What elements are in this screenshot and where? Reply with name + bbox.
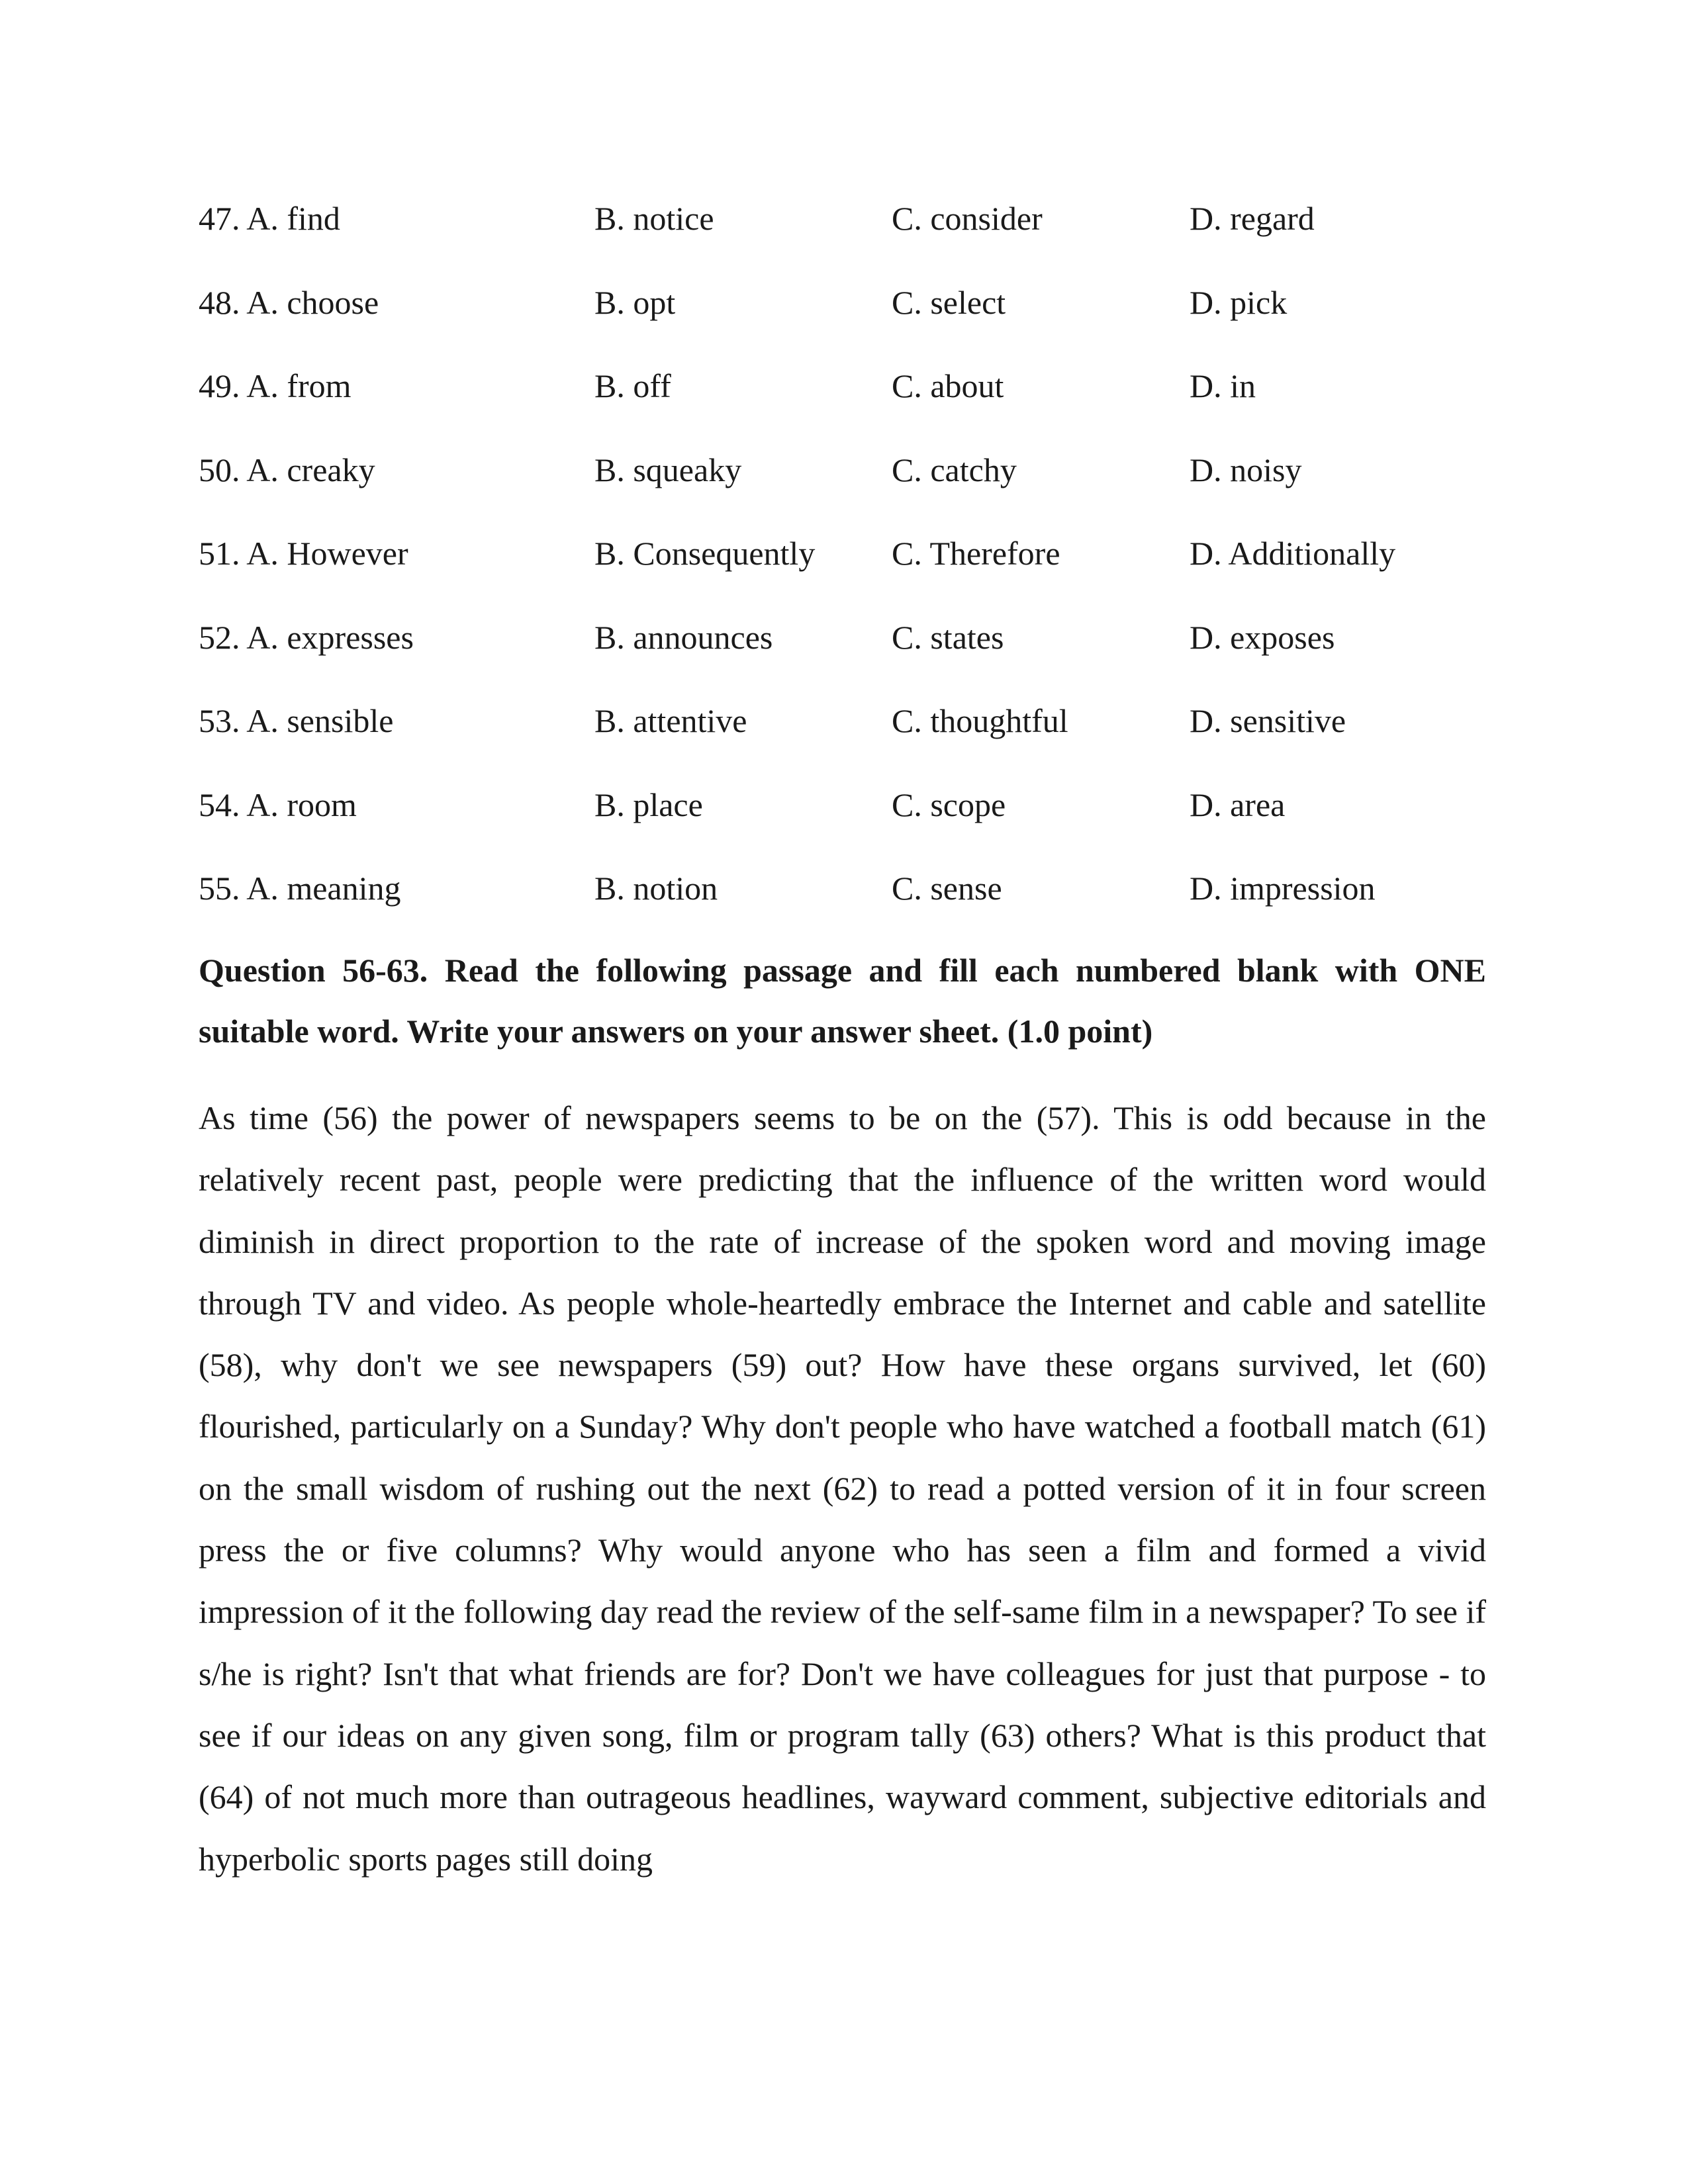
question-51-row xyxy=(199,527,1496,611)
question-54-option-a: 54. A. room xyxy=(199,786,357,823)
question-53-option-d: D. sensitive xyxy=(1190,702,1346,739)
question-51-option-b: B. Consequently xyxy=(594,535,816,572)
question-49-option-d: D. in xyxy=(1190,367,1256,404)
reading-passage: As time (56) the power of newspapers seems to be on the (57). This is odd because in the relatively recent past, people were predicting that the influence of the written word would diminish in direct proportion to the rate of increase of the spoken word and moving image through TV and video. As people whole-heartedly embrace the Internet and cable and satellite (58), why don't we see newspapers (59) out? How have these organs survived, let (60) flourished, particularly on a Sunday? Why don't people who have watched a football match (61) on the small wisdom of rushing out the next (62) to read a potted version of it in four screen press the or five columns? Why would anyone who has seen a film and formed a vivid impression of it the following day read the review of the self-same film in a newspaper? To see if s/he is right? Isn't that what friends are for? Don't we have colleagues for just that purpose - to see if our ideas on any given song, film or program tally (63) others? What is this product that (64) of not much more than outrageous headlines, wayward comment, subjective editorials and hyperbolic sports pages still doing xyxy=(199,1099,1486,1878)
question-53-option-a: 53. A. sensible xyxy=(199,702,394,739)
question-49-option-c: C. about xyxy=(892,367,1004,404)
question-47-option-b: B. notice xyxy=(594,200,714,237)
question-53-option-b: B. attentive xyxy=(594,702,747,739)
question-49-option-b: B. off xyxy=(594,367,671,404)
question-51-option-d: D. Additionally xyxy=(1190,535,1396,572)
section-instruction: Question 56-63. Read the following passage and fill each numbered blank with ONE suitable word. Write your answers on your answer sheet. (1.0 point) xyxy=(199,952,1486,1050)
question-50-option-a: 50. A. creaky xyxy=(199,451,375,488)
question-48-row xyxy=(199,276,1496,360)
question-52-row xyxy=(199,611,1496,695)
question-47-option-d: D. regard xyxy=(1190,200,1315,237)
question-50-option-c: C. catchy xyxy=(892,451,1017,488)
question-50-option-d: D. noisy xyxy=(1190,451,1302,488)
question-47-option-a: 47. A. find xyxy=(199,200,340,237)
answer-options-list xyxy=(199,192,1496,946)
question-50-option-b: B. squeaky xyxy=(594,451,742,488)
question-51-option-c: C. Therefore xyxy=(892,535,1060,572)
question-52-option-d: D. exposes xyxy=(1190,618,1335,656)
question-48-option-d: D. pick xyxy=(1190,283,1288,321)
question-52-option-a: 52. A. expresses xyxy=(199,618,414,656)
question-52-option-c: C. states xyxy=(892,618,1004,656)
question-55-option-d: D. impression xyxy=(1190,870,1376,907)
question-53-row xyxy=(199,694,1496,778)
question-49-option-a: 49. A. from xyxy=(199,367,352,404)
question-55-option-a: 55. A. meaning xyxy=(199,870,401,907)
question-47-row xyxy=(199,192,1496,276)
question-55-option-c: C. sense xyxy=(892,870,1002,907)
question-48-option-c: C. select xyxy=(892,283,1006,321)
question-53-option-c: C. thoughtful xyxy=(892,702,1068,739)
question-49-row xyxy=(199,359,1496,443)
question-54-option-b: B. place xyxy=(594,786,703,823)
question-50-row xyxy=(199,443,1496,527)
question-52-option-b: B. announces xyxy=(594,618,773,656)
question-48-option-b: B. opt xyxy=(594,283,676,321)
question-51-option-a: 51. A. However xyxy=(199,535,408,572)
question-55-row xyxy=(199,862,1496,946)
question-48-option-a: 48. A. choose xyxy=(199,283,379,321)
question-54-row xyxy=(199,778,1496,862)
question-54-option-c: C. scope xyxy=(892,786,1006,823)
question-47-option-c: C. consider xyxy=(892,200,1043,237)
question-55-option-b: B. notion xyxy=(594,870,718,907)
question-54-option-d: D. area xyxy=(1190,786,1286,823)
